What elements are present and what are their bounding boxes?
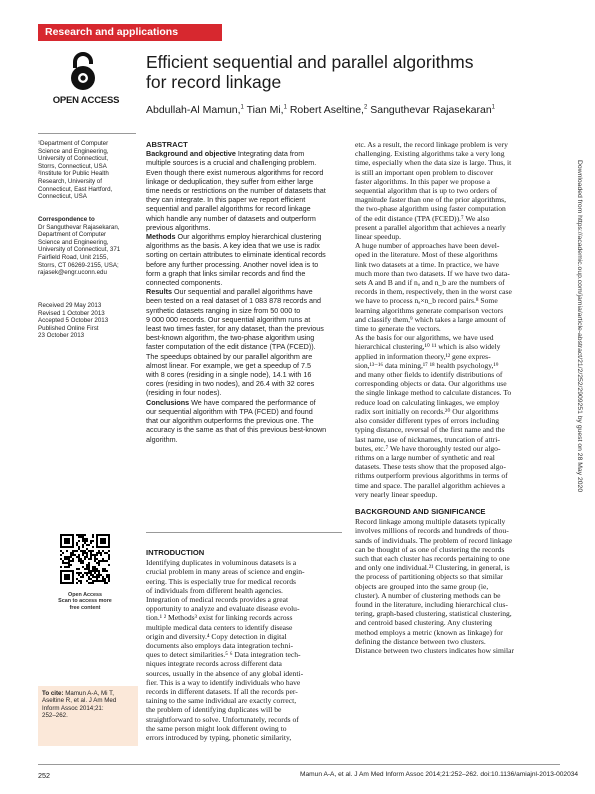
abstract-line: Results Our sequential and parallel algorithms have [146, 287, 313, 297]
author-name: Tian Mi, [246, 104, 284, 116]
body-line: can be thought of as one of clustering the records [355, 544, 505, 554]
affiliation-line: ¹Department of Computer [38, 140, 109, 147]
body-line: straightforward to solve. Unfortunately, records of [146, 714, 299, 724]
abstract-heading: ABSTRACT [146, 140, 188, 149]
abstract [146, 140, 342, 444]
body-line: fier. This is a way to identify individuals who have [146, 677, 301, 687]
title-line: Efficient sequential and parallel algorithms [146, 52, 474, 72]
body-line: faster algorithms. In this paper we propose a [355, 176, 490, 186]
abstract-line: with 8 cores (residing in a single node), 14.1 with 16 [146, 370, 312, 380]
citation-line: Aseltine R, et al. J Am Med [42, 697, 117, 705]
date-line: Revised 1 October 2013 [38, 309, 105, 317]
abstract-line: multiple sources is a crucial and challenging problem. [146, 158, 317, 168]
affiliation-line: Connecticut, East Hartford, [38, 185, 113, 193]
body-line: Identifying duplicates in voluminous datasets is a [146, 558, 297, 568]
citation-box [38, 686, 138, 746]
abstract-line: that our algorithm outperforms the previous one. The [146, 416, 314, 426]
correspondence-line: Fairfield Road, Unit 2155, [38, 253, 109, 261]
abstract-line: Background and objective Integrating data from [146, 149, 305, 159]
body-line: datasets. These tests show that the proposed algo- [355, 462, 506, 472]
abstract-line: accuracy is the same as that of this previous best-known [146, 425, 327, 435]
body-line: defining the distance between two clusters. [355, 636, 486, 646]
body-line: sands of individuals. The problem of record linkage [355, 535, 513, 545]
body-line: very nearly linear speedup. [355, 489, 438, 499]
body-line: ques to detect similarities.⁵ ⁶ Data integration tech- [146, 650, 301, 660]
body-line: errors introduced by typing, phonetic similarity, [146, 733, 292, 743]
body-line: time, especially when the data size is large. Thus, it [355, 158, 512, 168]
body-line: documents also employs data integration techni- [146, 641, 293, 651]
body-line: opportunity to analyze and evaluate disease evolu- [146, 604, 300, 614]
body-line: the same person might look different owing to [146, 723, 287, 733]
abstract-line: our sequential algorithm with TPA (FCED) and found [146, 406, 313, 416]
correspondence-line: rajasek@engr.uconn.edu [38, 269, 107, 277]
abstract-line: they can integrate. In this paper we report efficient [146, 195, 306, 205]
abstract-line: synthetic datasets ranging in size from 50 000 to [146, 305, 301, 315]
body-line: rithms outperform previous algorithms in terms of [355, 471, 508, 481]
introduction-heading: INTRODUCTION [146, 548, 205, 557]
author-affiliation: 1 [283, 104, 287, 111]
article-dates [38, 302, 136, 340]
body-line: corresponding objects or data. Our algorithms use [355, 379, 507, 389]
body-line: of individuals from different health agencies. [146, 585, 283, 595]
affiliation-line: Science and Engineering, [38, 147, 109, 155]
body-line: sion,¹³⁻¹⁶ data mining,¹⁷ ¹⁸ health psychology,¹⁹ [355, 360, 499, 370]
citation-line: To cite: Mamun A-A, Mi T, [42, 690, 114, 697]
body-line: the process of partitioning objects so that similar [355, 572, 503, 582]
abstract-line: Even though there exist numerous algorithms for record [146, 167, 324, 177]
body-line: such that each cluster has records pertaining to one [355, 553, 510, 563]
body-line: Distance between two clusters indicates how similar [355, 645, 515, 655]
abstract-line: (residing in four nodes). [146, 388, 222, 398]
abstract-line: connected components. [146, 278, 223, 288]
body-line: the single linkage method to calculate distances. To [355, 388, 512, 398]
abstract-line: which handle any number of datasets and outperform [146, 213, 316, 223]
qr-caption-line: Scan to access more [58, 598, 112, 605]
date-line: Published Online First [38, 324, 99, 332]
correspondence-line: Department of Computer [38, 231, 107, 239]
body-line: of the edit distance (TPA (FCED)).⁷ We also [355, 213, 490, 223]
sidebar-divider [38, 133, 136, 134]
abstract-line: cores (residing in two nodes), and 26.4 with 32 cores [146, 379, 315, 389]
body-line: also consider different types of errors including [355, 416, 500, 426]
abstract-line: Conclusions We have compared the performance of [146, 397, 316, 407]
body-line: objects are grouped into the same group (ie, [355, 581, 489, 591]
affiliation-line: Research, University of [38, 177, 102, 185]
body-line: radix sort initially on records.²⁰ Our algorithms [355, 406, 499, 416]
abstract-line: algorithm. [146, 434, 178, 444]
abstract-line: sorting on certain attributes to eliminate identical records [146, 250, 326, 260]
affiliation-line: Storrs, Connecticut, USA [38, 162, 107, 170]
body-line: present a parallel algorithm that achieves a nearly [355, 222, 506, 232]
body-line: A huge number of approaches have been devel- [355, 241, 500, 251]
body-line: and many other fields to identify distributions of [355, 370, 503, 380]
page-number: 252 [38, 771, 50, 780]
body-line: tering, graph-based clustering, statistical clustering, [355, 609, 512, 619]
abstract-line: time needs or restrictions on the number of datasets that [146, 186, 326, 196]
body-line: linear speedup. [355, 232, 401, 242]
body-line: the two-phase algorithm using faster computation [355, 204, 506, 214]
correspondence-heading: Correspondence to [38, 216, 95, 223]
body-line: rithms on a large number of synthetic and real [355, 452, 495, 462]
body-line: etc. As a result, the record linkage problem is very [355, 140, 508, 149]
body-line: we have to process nₐ×n_b record pairs.⁸ Some [355, 296, 498, 306]
abstract-line: sequential and parallel algorithms for record linkage [146, 204, 311, 214]
author-name: Abdullah-Al Mamun, [146, 104, 241, 116]
abstract-line: The speedups obtained by our parallel algorithm are [146, 351, 313, 361]
qr-caption-line: Open Access [68, 592, 102, 598]
background-heading: BACKGROUND AND SIGNIFICANCE [355, 506, 486, 516]
abstract-line: form a graph that links similar records and find the [146, 268, 306, 278]
body-line: As the basis for our algorithms, we have used [355, 333, 494, 343]
abstract-line: 9 000 000 records. Our sequential algorithm runs at [146, 314, 311, 324]
body-line: the problem of identifying duplicates will be [146, 705, 282, 715]
footer-divider [38, 764, 560, 765]
body-line: time and space. The parallel algorithm achieves a [355, 480, 505, 490]
body-line: and classify them,⁹ which takes a large amount of [355, 314, 506, 324]
introduction-section [146, 548, 342, 742]
abstract-line: faster computation of the edit distance (TPA (FCED)). [146, 342, 316, 352]
body-line: time to generate the vectors. [355, 324, 441, 334]
abstract-line: Methods Our algorithms employ hierarchical clustering [146, 232, 322, 242]
affiliation-line: ²Institute for Public Health [38, 170, 109, 178]
body-line: origin and diversity.⁴ Copy detection in digital [146, 631, 287, 641]
abstract-line: previous algorithms. [146, 222, 211, 232]
body-line: method employs a metric (known as linkage) for [355, 627, 503, 637]
abstract-line: been tested on a real dataset of 1 083 878 records and [146, 296, 322, 306]
download-note [573, 160, 585, 590]
author-affiliation: 1 [240, 104, 244, 111]
body-line: crucial problem in many areas of science and engin- [146, 567, 305, 577]
body-line: and only one individual.²¹ Clustering, in general, is [355, 563, 510, 573]
body-line: taining to the same individual are exactly correct, [146, 696, 297, 706]
footer-citation: Mamun A-A, et al. J Am Med Inform Assoc 2014;21:252–262. doi:10.1136/amiajnl-2013-002034 [300, 771, 579, 778]
body-line: sequential algorithm that is up to two orders of [355, 186, 498, 196]
body-line: magnitude faster than one of the prior algorithms, [355, 195, 506, 205]
body-line: eering. This is especially true for medical records [146, 576, 296, 586]
body-line: found in the literature, including hierarchical clus- [355, 599, 508, 609]
qr-code[interactable] [60, 534, 110, 584]
qr-caption-line: free content [69, 604, 101, 611]
abstract-line: almost linear. For example, we get a speedup of 7.5 [146, 360, 312, 370]
correspondence [38, 216, 136, 277]
correspondence-line: Storrs, CT 06269-2155, USA; [38, 261, 119, 269]
body-line: is still an important open problem to discover [355, 167, 494, 177]
abstract-line: algorithms as the basis. A key idea that we use is radix [146, 241, 320, 251]
body-line: tion.¹ ² Methods³ exist for linking records across [146, 613, 293, 623]
affiliation-line: University of Connecticut, [38, 155, 109, 163]
body-line: last name, use of nicknames, truncation of attri- [355, 434, 500, 444]
body-line: involves millions of records and hundreds of thou- [355, 526, 509, 536]
body-line: cluster). A number of clustering methods can be [355, 590, 501, 600]
abstract-line: least two times faster, for any dataset, than the previous [146, 324, 324, 334]
body-line: records in them, respectively, then in the worst case [355, 287, 512, 297]
affiliation-line: Connecticut, USA [38, 193, 87, 201]
right-column [355, 140, 551, 655]
body-line: niques integrate records across different data [146, 659, 282, 669]
date-line: Accepted 5 October 2013 [38, 317, 109, 325]
section-label: Research and applications [38, 24, 222, 41]
body-line: multiple medical data centers to identify disease [146, 622, 293, 632]
author-name: Robert Aseltine, [289, 104, 364, 116]
body-line: sources, usually in the absence of any global identi- [146, 668, 304, 678]
abstract-line: best-known algorithm, the two-phase algorithm using [146, 333, 315, 343]
affiliations [38, 140, 136, 201]
title-line: for record linkage [146, 72, 282, 92]
citation-heading: To cite: [42, 690, 64, 697]
correspondence-line: University of Connecticut, 371 [38, 246, 121, 254]
body-line: Integration of medical records provides a great [146, 595, 289, 605]
open-access-lock-icon [66, 52, 100, 92]
date-line: 23 October 2013 [38, 332, 85, 340]
body-line: sets A and B and if nₐ and n_b are the numbers of [355, 278, 505, 288]
body-line: typing distance, reversal of the first name and the [355, 425, 505, 435]
abstract-line: linkage or deduplication, they suffer from either large [146, 176, 314, 186]
body-line: applied in information theory,¹² gene expres- [355, 351, 491, 361]
body-line: records in different datasets. If all the records per- [146, 687, 298, 697]
body-line: hierarchical clustering,¹⁰ ¹¹ which is also widely [355, 342, 501, 352]
article-title [146, 52, 546, 92]
date-line: Received 29 May 2013 [38, 302, 102, 309]
author-affiliation: 1 [491, 104, 496, 111]
body-line: reduce load on calculating linkages, we employ [355, 397, 500, 407]
body-line: and centroid based clustering. Any clustering [355, 618, 493, 628]
body-line: challenging. Existing algorithms take a very long [355, 149, 505, 159]
body-line: much more than two datasets. If we have two data- [355, 268, 510, 278]
qr-caption [42, 592, 128, 611]
body-line: butes, etc.⁷ We have thoroughly tested our algo- [355, 443, 501, 453]
body-line: Record linkage among multiple datasets typically [355, 517, 506, 527]
download-note-text: Downloaded from https://academic.oup.com/jamia/article-abstract/21/2/252/2909251 by guest on 28 May 2020 [576, 160, 583, 493]
author-name: Sanguthevar Rajasekaran [370, 104, 492, 116]
body-line: link two datasets at a time. In practice, we have [355, 259, 500, 269]
correspondence-line: Science and Engineering, [38, 238, 109, 246]
abstract-line: before any further processing. Another novel idea is to [146, 259, 319, 269]
author-list [146, 104, 566, 116]
citation-line: 252–262. [42, 712, 68, 720]
author-affiliation: 2 [363, 104, 368, 111]
citation-line: Inform Assoc 2014;21: [42, 704, 104, 712]
abstract-divider [146, 532, 342, 533]
correspondence-line: Dr Sanguthevar Rajasekaran, [38, 223, 120, 231]
open-access-label: OPEN ACCESS [52, 95, 120, 106]
body-line: oped in the literature. Most of these algorithms [355, 250, 498, 260]
body-line: learning algorithms generate comparison vectors [355, 305, 504, 315]
